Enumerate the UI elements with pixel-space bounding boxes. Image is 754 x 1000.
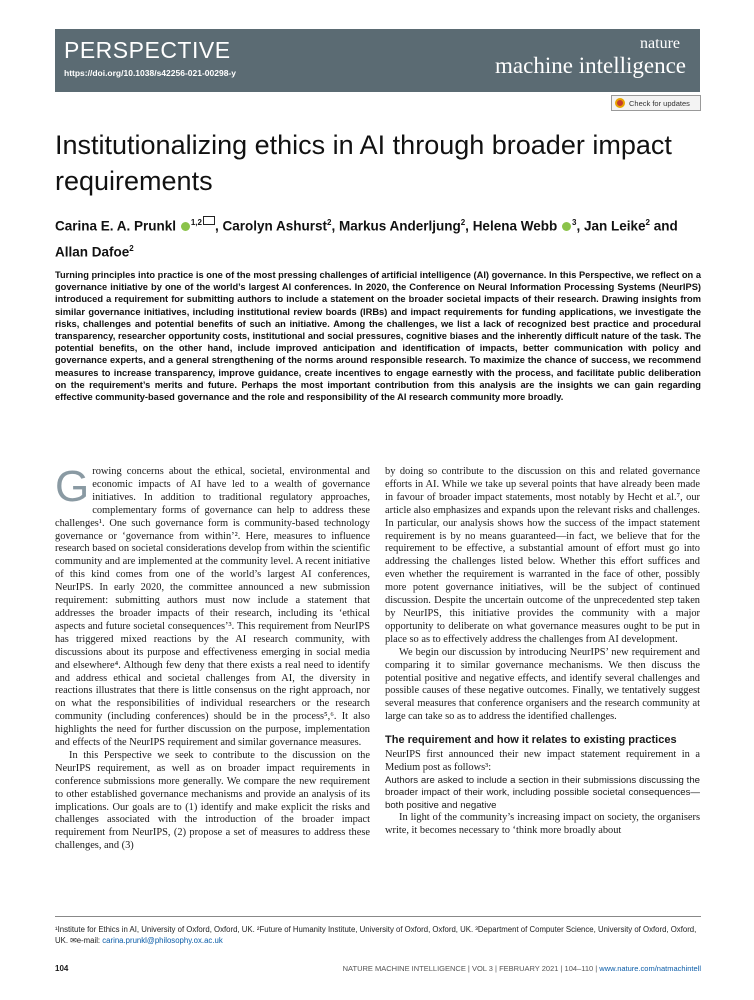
author-affiliation: 2 bbox=[326, 218, 332, 227]
journal-citation: NATURE MACHINE INTELLIGENCE | VOL 3 | FEBRUARY 2021 | 104–110 | bbox=[342, 964, 600, 973]
author-name: Markus Anderljung bbox=[338, 218, 461, 234]
paragraph: We begin our discussion by introducing NeurIPS’ new requirement and comparing it to similar governance mechanisms. We then discuss the potential positive and negative effects, and identify several challenges and possible causes of these negative outcomes. Finally, we tentatively suggest several measures that conference organisers and the research community at large can take so as to address the identified challenges. bbox=[385, 646, 700, 723]
drop-cap: G bbox=[55, 462, 90, 511]
orcid-icon[interactable] bbox=[181, 222, 190, 231]
article-type: PERSPECTIVE bbox=[64, 37, 231, 63]
doi-link[interactable]: https://doi.org/10.1038/s42256-021-00298-y bbox=[64, 68, 236, 78]
author-affiliation: 2 bbox=[129, 243, 134, 253]
email-icon[interactable] bbox=[203, 216, 215, 225]
author-affiliation: 2 bbox=[645, 218, 650, 227]
section-heading: The requirement and how it relates to existing practices bbox=[385, 734, 677, 747]
journal-brand-small: nature bbox=[640, 35, 680, 52]
author-affiliation: 3 bbox=[571, 218, 577, 227]
orcid-icon[interactable] bbox=[562, 222, 571, 231]
author-name: Carolyn Ashurst bbox=[222, 218, 327, 234]
footnote-divider bbox=[55, 916, 701, 917]
paragraph: NeurIPS first announced their new impact statement requirement in a Medium post as follows³: bbox=[385, 749, 700, 774]
article-title: Institutionalizing ethics in AI through broader impact requirements bbox=[55, 130, 672, 196]
author-name: Helena Webb bbox=[472, 218, 558, 234]
check-updates-button[interactable] bbox=[611, 95, 701, 111]
body-column-right bbox=[385, 466, 700, 838]
paragraph-text: rowing concerns about the ethical, societal, environmental and economic impacts of AI have led to a wealth of governance initiatives. In addition to traditional regulatory approaches, complementary forms of governance can help to address these challenges¹. One such governance form is community-based technology governance or ‘governance from within’². Here, measures to influence research based on societal considerations develop from within the scientific community and are implemented at the community level. A recent initiative of this kind comes from one of the world’s largest AI conferences, NeurIPS. In early 2020, the committee announced a new submission requirement: submitting authors must now include a statement that addresses the broader impacts of their research, including its ‘ethical aspects and future societal consequences’³. This requirement from NeurIPS has triggered mixed reactions by the AI research community, with discussions about its purpose and effectiveness emerging in social media and elsewhere⁴. Although few deny that there exists a real need to identify and address ethical and societal challenges from AI, the diversity in reactions illustrates that there is little consensus on the right approach, nor on what the responsibilities of individual researchers or the research community (including conferences) should be in the process⁵,⁶. It also highlights the need for further discussion on the purpose, implementation and effects of the NeurIPS requirement and similar governance measures. bbox=[55, 466, 370, 749]
author-list: Carina E. A. Prunkl $^{1,2}$ , Carolyn Ashurst$^2$, Markus Anderljung$^2$, Helena Webb $^3$, Jan Leike$^2$ and Allan Dafoe$^2$ bbox=[55, 218, 678, 259]
paragraph: In light of the community’s increasing impact on society, the organisers write, it becomes necessary to ‘think more broadly about bbox=[385, 812, 700, 837]
affiliations-footnote bbox=[55, 924, 701, 946]
journal-header bbox=[55, 29, 700, 92]
author-name: Allan Dafoe bbox=[55, 244, 130, 259]
crossmark-icon bbox=[615, 98, 625, 108]
running-footer bbox=[343, 964, 701, 973]
author-name: Jan Leike bbox=[583, 218, 646, 234]
footnote-text: ¹Institute for Ethics in AI, University of Oxford, Oxford, UK. ²Future of Humanity Institute, University of Oxford, Oxford, UK. ³Department of Computer Science, University of Oxford, Oxford, UK. ✉e-mail: bbox=[55, 925, 697, 945]
journal-url-link[interactable]: www.nature.com/natmachintell bbox=[599, 964, 701, 973]
page-number: 104 bbox=[55, 964, 69, 973]
paragraph: In this Perspective we seek to contribute to the discussion on the NeurIPS requirement, as well as on broader impact requirements in conference submissions more generally. We compare the new requirement to other established governance mechanisms and provide an analysis of its implications. Our goals are to (1) identify and make explicit the risks and challenges associated with the introduction of the broader impact requirement from NeurIPS, (2) propose a set of measures to address these challenges, and (3) bbox=[55, 749, 370, 852]
paragraph bbox=[55, 462, 370, 750]
block-quote: Authors are asked to include a section in their submissions discussing the broader impact of their work, including possible societal consequences—both positive and negative bbox=[385, 774, 700, 811]
body-column-left bbox=[55, 462, 370, 853]
author-affiliation: 1,2 bbox=[190, 218, 202, 227]
abstract: Turning principles into practice is one of the most pressing challenges of artificial intelligence (AI) governance. In this Perspective, we reflect on a governance initiative by one of the world’s largest AI conferences. In 2020, the Conference on Neural Information Processing Systems (NeurIPS) introduced a requirement for submitting authors to include a statement on the broader societal impacts of their research. Drawing insights from similar governance initiatives, including institutional review boards (IRBs) and impact requirements for funding applications, we investigate the risks, challenges and potential benefits of such an initiative. Among the challenges, we list a lack of recognized best practice and procedural transparency, researcher opportunity costs, institutional and social pressures, cognitive biases and the inherently difficult nature of the task. The potential benefits, on the other hand, include improved anticipation and identification of impacts, better communication with policy and governance experts, and a general strengthening of the norms around responsible research. To maximize the chance of success, we recommend measures to increase transparency, improve guidance, create incentives to engage earnestly with the process, and facilitate public deliberation on the requirement’s merits and future. Perhaps the most important contribution from this analysis are the insights we can gain regarding effective community-based governance and the role and responsibility of the AI research community more broadly. bbox=[55, 270, 701, 403]
journal-brand: machine intelligence bbox=[495, 53, 686, 78]
check-updates-label: Check for updates bbox=[629, 98, 690, 108]
author-name: Carina E. A. Prunkl bbox=[55, 218, 177, 234]
paragraph: by doing so contribute to the discussion on this and related governance efforts in AI. While we take up several points that have already been made in favour of broader impact statements, most notably by Hecht et al.⁷, our article also emphasizes and expands upon the relevant risks and challenges. In particular, our analysis shows how the success of the impact statement requirement is by no means guaranteed—in fact, we believe that for the requirement to be effective, a substantial amount of effort must go into addressing the challenges listed below. Whether this effort suffices and even whether the requirement is warranted in the face of other, possibly more potent governance initiatives, will be the subject of continued discussion. Despite the uncertain outcome of the unprecedented step taken by NeurIPS, this initiative provides the community with a major opportunity to deliberate on what governance measures ought to be put in place so as to effectively address the challenges from AI development. bbox=[385, 466, 700, 645]
author-affiliation: 2 bbox=[460, 218, 466, 227]
email-link[interactable]: carina.prunkl@philosophy.ox.ac.uk bbox=[102, 936, 223, 945]
